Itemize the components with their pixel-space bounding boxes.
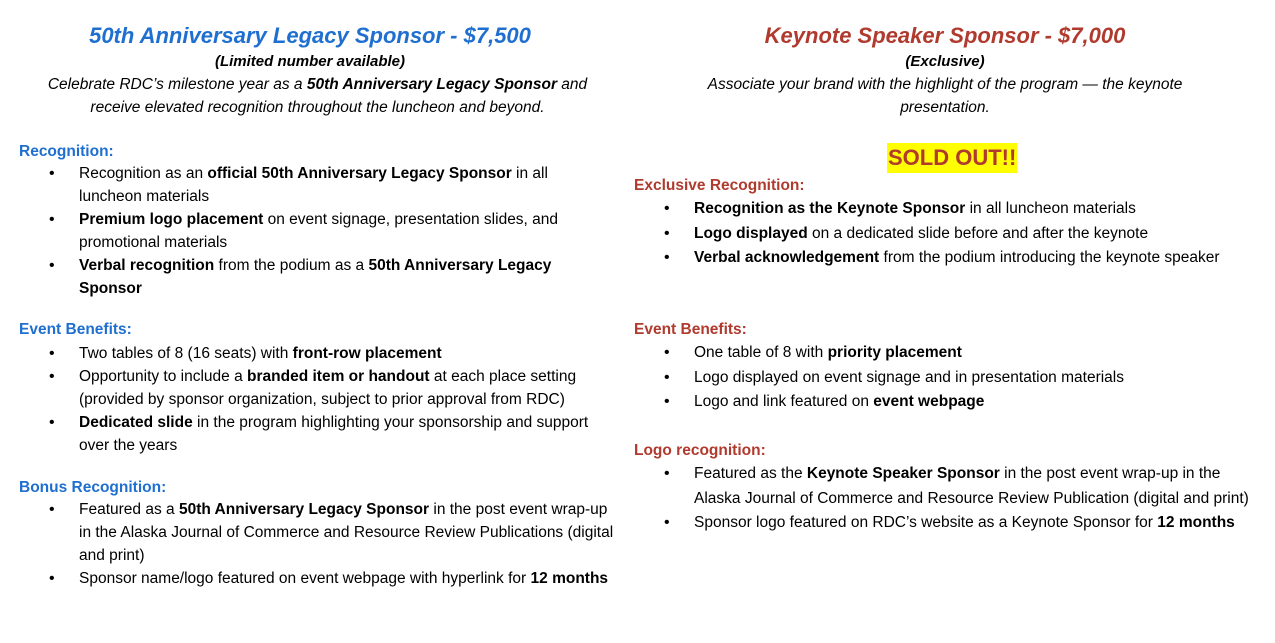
- bold-text: Verbal recognition: [79, 257, 215, 274]
- list-item: [19, 342, 619, 365]
- text: Recognition as an: [79, 165, 208, 182]
- list-item: [19, 208, 609, 254]
- keynote-sponsor-intro: [665, 73, 1225, 119]
- text: at each place setting (provided by sponsor organization, subject to prior approval from RDC): [79, 368, 577, 408]
- bold-text: 12 months: [1157, 514, 1235, 531]
- bold-text: branded item or handout: [247, 368, 430, 385]
- bold-text: 50th Anniversary Legacy Sponsor: [306, 76, 557, 93]
- text: in the post event wrap-up in the Alaska Journal of Commerce and Resource Review Publications (digital and print): [79, 501, 614, 564]
- list-item: [634, 197, 1244, 222]
- bold-text: official 50th Anniversary Legacy Sponsor: [207, 165, 512, 182]
- text: Associate your brand with the highlight of the program — the keynote presentation.: [707, 76, 1183, 116]
- text: from the podium as a: [214, 257, 369, 274]
- list-item: [634, 390, 1244, 415]
- legacy-sponsor-title: 50th Anniversary Legacy Sponsor - $7,500: [89, 23, 531, 48]
- legacy-event-benefits-heading: Event Benefits:: [19, 321, 132, 338]
- text: Opportunity to include a: [79, 368, 248, 385]
- list-item: [634, 222, 1244, 247]
- text: from the podium introducing the keynote speaker: [879, 249, 1220, 266]
- text: Featured as the: [694, 465, 807, 482]
- list-item: [19, 411, 619, 457]
- text: Celebrate RDC’s milestone year as a: [47, 76, 307, 93]
- keynote-sponsor-subtitle: (Exclusive): [905, 53, 985, 70]
- text: Logo displayed on event signage and in presentation materials: [694, 368, 1124, 386]
- bold-text: Logo displayed: [694, 224, 808, 242]
- bold-text: priority placement: [827, 344, 962, 361]
- legacy-recognition-heading: Recognition:: [19, 143, 114, 160]
- text: Featured as a: [79, 501, 179, 518]
- bold-text: 12 months: [530, 570, 609, 587]
- legacy-event-benefits-list: [19, 342, 619, 457]
- bold-text: 50th Anniversary Legacy Sponsor: [79, 257, 552, 297]
- keynote-sponsor-title: Keynote Speaker Sponsor - $7,000: [764, 23, 1126, 48]
- bold-text: 50th Anniversary Legacy Sponsor: [178, 501, 430, 518]
- text: in the post event wrap-up in the Alaska Journal of Commerce and Resource Review Publication (digital and print): [694, 465, 1249, 507]
- list-item: [19, 162, 609, 208]
- bold-text: Recognition as the Keynote Sponsor: [694, 200, 966, 217]
- legacy-bonus-recognition-list: [19, 498, 615, 590]
- list-item: [19, 254, 609, 300]
- text: Sponsor name/logo featured on event webpage with hyperlink for: [79, 570, 531, 587]
- keynote-exclusive-recognition-heading: Exclusive Recognition:: [634, 177, 805, 194]
- list-item: [19, 365, 619, 411]
- keynote-event-benefits-heading: Event Benefits:: [634, 321, 747, 338]
- bold-text: event webpage: [873, 393, 985, 410]
- legacy-recognition-list: [19, 162, 609, 300]
- bold-text: front-row placement: [292, 345, 442, 362]
- text: in all luncheon materials: [79, 165, 548, 205]
- legacy-bonus-recognition-heading: Bonus Recognition:: [19, 479, 167, 496]
- legacy-sponsor-subtitle: (Limited number available): [214, 53, 406, 70]
- list-item: [19, 498, 615, 567]
- text: Logo and link featured on: [694, 393, 874, 410]
- keynote-exclusive-recognition-list: [634, 197, 1244, 271]
- text: and receive elevated recognition throughout the luncheon and beyond.: [90, 76, 588, 116]
- list-item: [19, 567, 615, 590]
- text: in all luncheon materials: [965, 200, 1136, 217]
- list-item: [634, 246, 1244, 271]
- keynote-event-benefits-list: [634, 341, 1244, 415]
- text: Two tables of 8 (16 seats) with: [79, 345, 293, 362]
- list-item: [634, 341, 1244, 366]
- list-item: [634, 462, 1262, 511]
- bold-text: Premium logo placement: [79, 211, 264, 228]
- list-item: [634, 366, 1244, 391]
- legacy-sponsor-intro: [30, 73, 605, 119]
- text: on a dedicated slide before and after the keynote: [807, 224, 1149, 242]
- keynote-logo-recognition-heading: Logo recognition:: [634, 442, 766, 459]
- text: One table of 8 with: [694, 344, 828, 361]
- bold-text: Verbal acknowledgement: [694, 249, 880, 266]
- bold-text: Keynote Speaker Sponsor: [806, 465, 1000, 482]
- text: in the program highlighting your sponsorship and support over the years: [79, 414, 589, 454]
- list-item: [634, 511, 1262, 536]
- keynote-logo-recognition-list: [634, 462, 1262, 536]
- text: Sponsor logo featured on RDC’s website as a Keynote Sponsor for: [694, 514, 1158, 531]
- sold-out-badge: SOLD OUT!!: [887, 143, 1017, 173]
- bold-text: Dedicated slide: [79, 414, 193, 431]
- text: on event signage, presentation slides, and promotional materials: [79, 211, 559, 251]
